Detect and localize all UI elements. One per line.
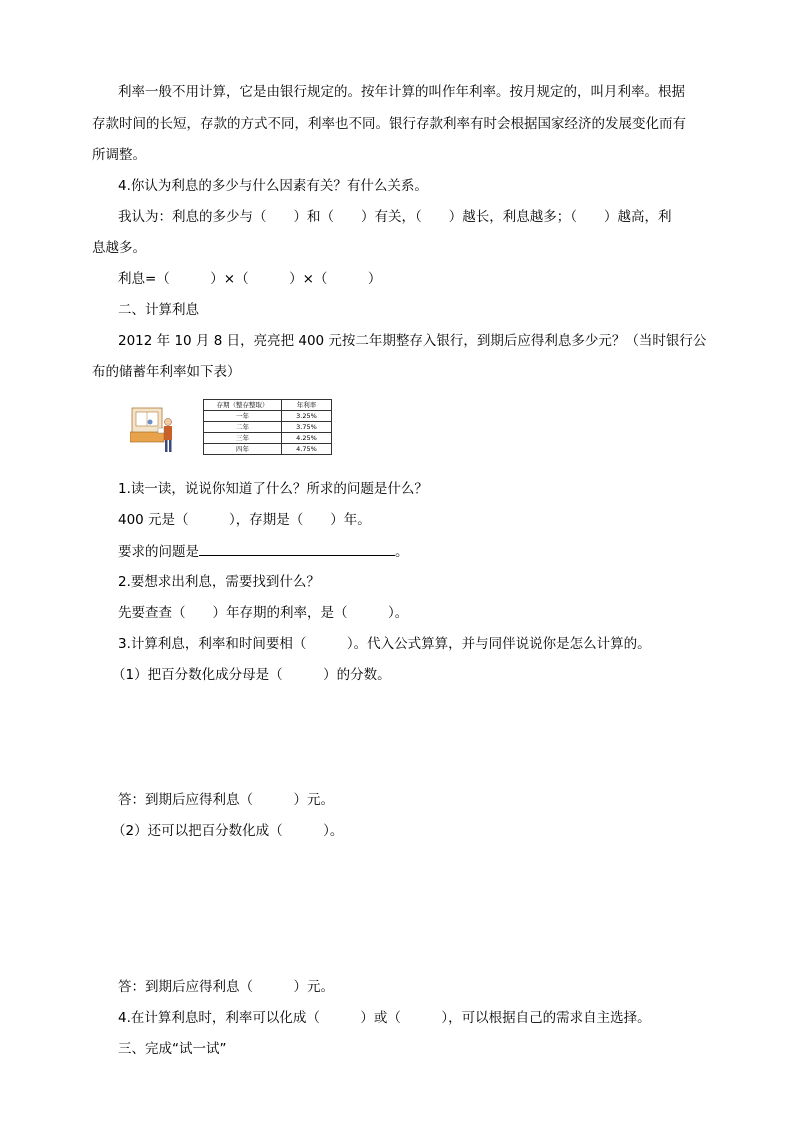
period: 。	[395, 544, 409, 560]
table-row	[204, 422, 332, 433]
table-cell: 4.25%	[282, 433, 332, 444]
bank-counter-illustration	[130, 404, 178, 456]
problem-line: 2012 年 10 月 8 日，亮亮把 400 元按二年期整存入银行，到期后应得利息多少元？（当时银行公	[118, 333, 707, 349]
section-heading: 三、完成“试一试”	[118, 1041, 227, 1057]
paragraph-line: 利率一般不用计算，它是由银行规定的。按年计算的叫作年利率。按月规定的，叫月利率。根据	[118, 84, 685, 100]
answer-line-1: 答：到期后应得利息（ ）元。	[118, 792, 334, 808]
table-header: 存期（整存整取）	[204, 400, 282, 411]
paragraph-line: 存款时间的长短，存款的方式不同，利率也不同。银行存款利率有时会根据国家经济的发展变化而有	[92, 116, 686, 132]
step-1: 1.读一读，说说你知道了什么？所求的问题是什么？	[118, 481, 428, 497]
step-3-part-2: （2）还可以把百分数化成（ ）。	[112, 823, 344, 839]
table-cell: 三年	[204, 433, 282, 444]
question-label: 要求的问题是	[118, 544, 199, 560]
answer-line: 我认为：利息的多少与（ ）和（ ）有关，（ ）越长，利息越多；（ ）越高，利	[118, 209, 672, 225]
table-header-row	[204, 400, 332, 411]
section-heading: 二、计算利息	[118, 302, 199, 318]
step-2-answer: 先要查查（ ）年存期的利率，是（ ）。	[118, 605, 409, 621]
table-cell: 二年	[204, 422, 282, 433]
table-row	[204, 444, 332, 455]
answer-line-2: 答：到期后应得利息（ ）元。	[118, 979, 334, 995]
step-3-part-1: （1）把百分数化成分母是（ ）的分数。	[112, 667, 391, 683]
table-row	[204, 411, 332, 422]
step-2: 2.要想求出利息，需要找到什么？	[118, 574, 320, 590]
formula-line: 利息=（ ）×（ ）×（ ）	[118, 271, 382, 287]
step-4: 4.在计算利息时，利率可以化成（ ）或（ ），可以根据自己的需求自主选择。	[118, 1010, 651, 1026]
answer-line: 息越多。	[92, 240, 146, 256]
answer-blank-underline[interactable]	[199, 541, 395, 556]
table-cell: 一年	[204, 411, 282, 422]
step-1-answer: 400 元是（ ），存期是（ ）年。	[118, 512, 371, 528]
interest-rate-table	[203, 399, 332, 455]
step-1-question-line	[118, 541, 409, 562]
problem-line: 布的储蓄年利率如下表）	[92, 364, 241, 380]
table-row	[204, 433, 332, 444]
table-header: 年利率	[282, 400, 332, 411]
table-cell: 3.75%	[282, 422, 332, 433]
step-3: 3.计算利息，利率和时间要相（ ）。代入公式算算，并与同伴说说你是怎么计算的。	[118, 636, 651, 652]
paragraph-line: 所调整。	[92, 147, 146, 163]
table-cell: 四年	[204, 444, 282, 455]
question-4: 4.你认为利息的多少与什么因素有关？有什么关系。	[118, 178, 428, 194]
table-cell: 3.25%	[282, 411, 332, 422]
table-cell: 4.75%	[282, 444, 332, 455]
